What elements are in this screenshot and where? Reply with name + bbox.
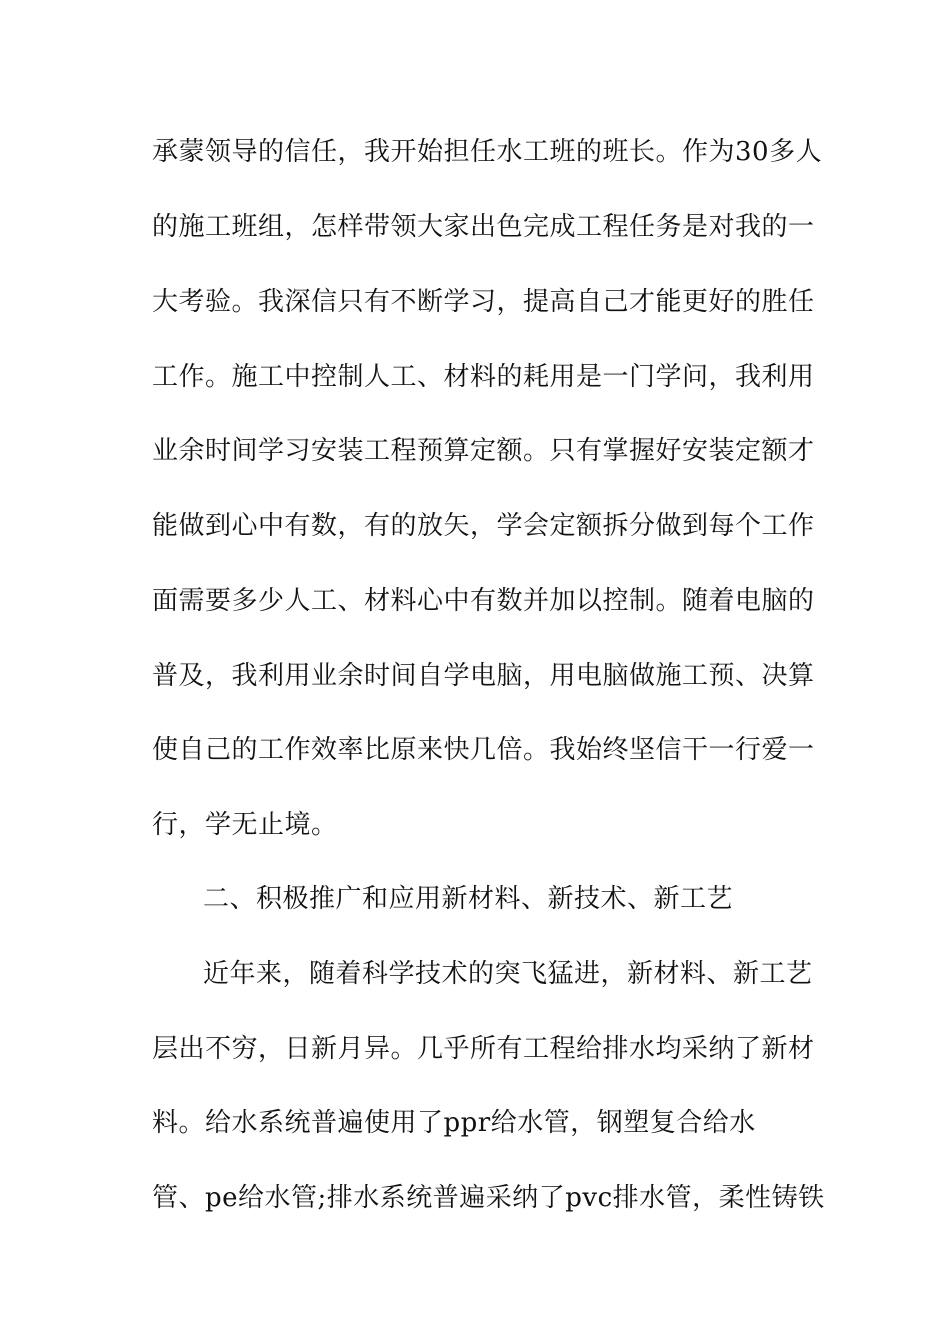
paragraph-line: 大考验。我深信只有不断学习，提高自己才能更好的胜任 xyxy=(152,287,815,317)
paragraph-line: 普及，我利用业余时间自学电脑，用电脑做施工预、决算 xyxy=(152,661,815,691)
paragraph-line: 承蒙领导的信任，我开始担任水工班的班长。作为30多人 xyxy=(152,137,823,167)
paragraph-line: 使自己的工作效率比原来快几倍。我始终坚信干一行爱一 xyxy=(152,735,815,765)
paragraph-line: 料。给水系统普遍使用了ppr给水管，钢塑复合给水 xyxy=(152,1108,756,1138)
paragraph-line: 业余时间学习安装工程预算定额。只有掌握好安装定额才 xyxy=(152,436,815,466)
paragraph-line: 层出不穷，日新月异。几乎所有工程给排水均采纳了新材 xyxy=(152,1034,815,1064)
section-heading: 二、积极推广和应用新材料、新技术、新工艺 xyxy=(203,884,734,914)
paragraph-line: 工作。施工中控制人工、材料的耗用是一门学问，我利用 xyxy=(152,362,815,392)
paragraph-line: 面需要多少人工、材料心中有数并加以控制。随着电脑的 xyxy=(152,586,815,616)
paragraph-line: 管、pe给水管;排水系统普遍采纳了pvc排水管，柔性铸铁 xyxy=(152,1183,825,1213)
paragraph-line: 能做到心中有数，有的放矢，学会定额拆分做到每个工作 xyxy=(152,511,815,541)
paragraph-line: 行，学无止境。 xyxy=(152,810,338,840)
paragraph-line: 近年来，随着科学技术的突飞猛进，新材料、新工艺 xyxy=(203,959,813,989)
paragraph-line: 的施工班组，怎样带领大家出色完成工程任务是对我的一 xyxy=(152,212,815,242)
